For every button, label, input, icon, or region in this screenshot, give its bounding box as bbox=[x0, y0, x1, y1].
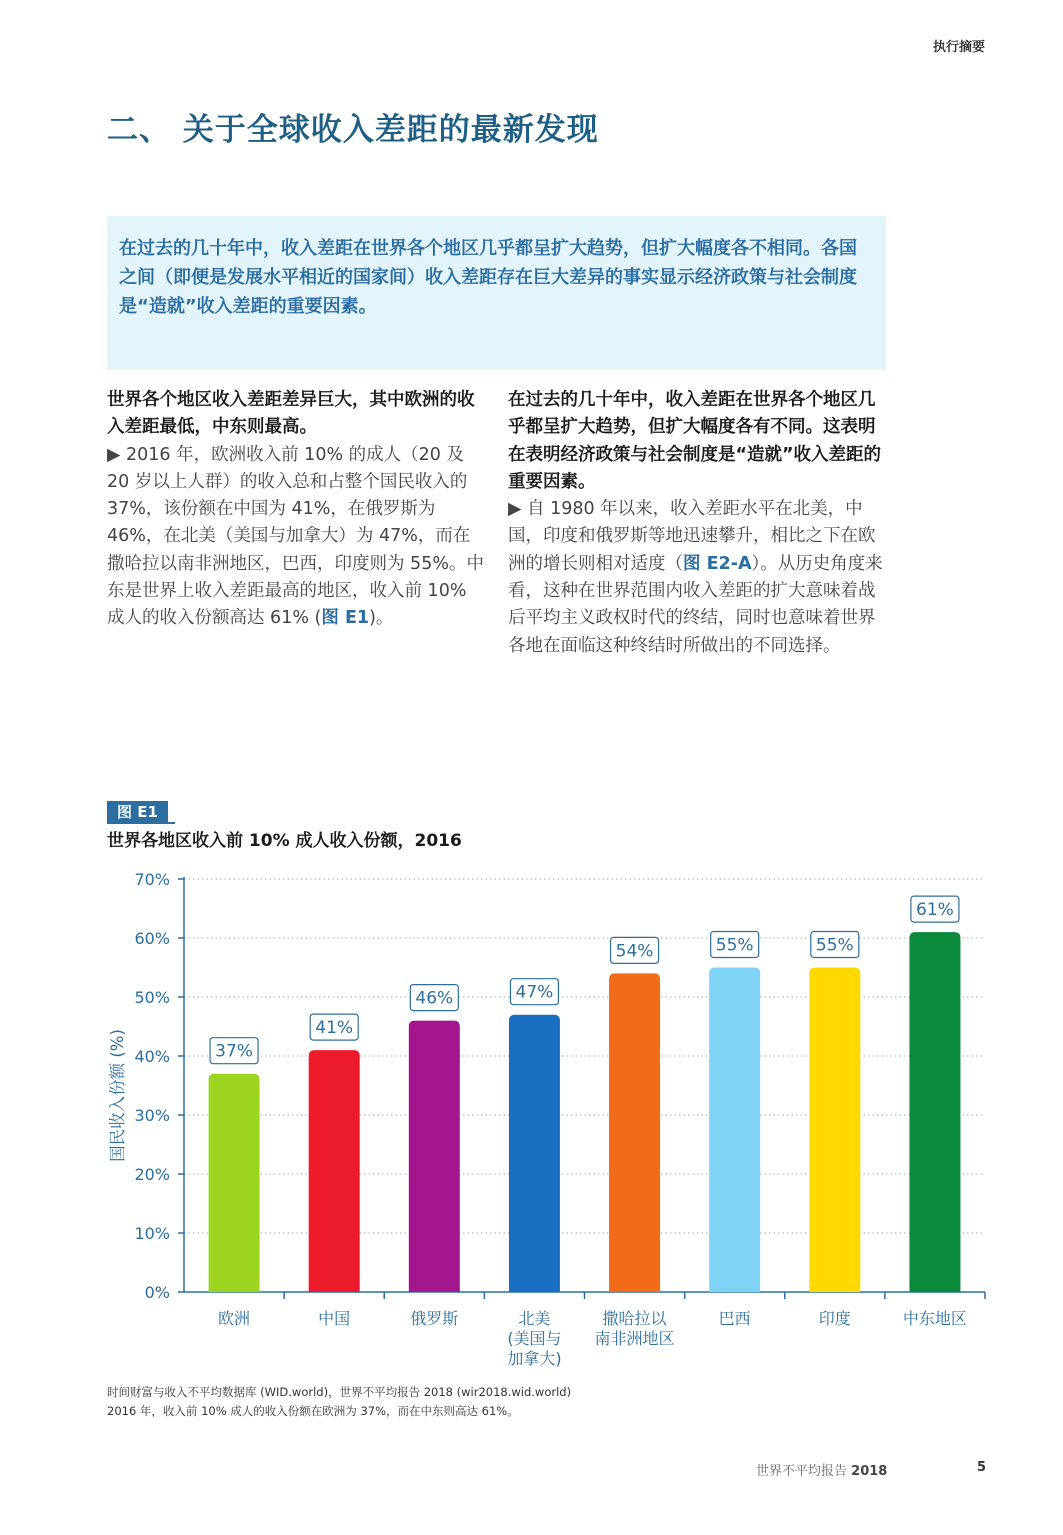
right-body-text-1: ▶ 自 1980 年以来，收入差距水平在北美，中国，印度和俄罗斯等地迅速攀升，相比之下在欧洲的增长则相对适度（ bbox=[508, 499, 876, 574]
value-label: 37% bbox=[215, 1041, 253, 1062]
bar bbox=[609, 973, 660, 1292]
bar bbox=[709, 968, 760, 1293]
bar bbox=[409, 1021, 460, 1292]
figure-title: 世界各地区收入前 10% 成人收入份额，2016 bbox=[107, 831, 462, 851]
value-label: 47% bbox=[515, 982, 554, 1003]
y-tick-label: 30% bbox=[134, 1106, 170, 1125]
figure-e2a-ref[interactable]: 图 E2-A bbox=[683, 553, 752, 574]
figure-e1-ref[interactable]: 图 E1 bbox=[321, 608, 370, 629]
left-body-end: )。 bbox=[369, 608, 394, 629]
summary-text: 在过去的几十年中，收入差距在世界各个地区几乎都呈扩大趋势，但扩大幅度各不相同。各国之间（即便是发展水平相近的国家间）收入差距存在巨大差异的事实显示经济政策与社会制度是“造就”收入差距的重要因素。 bbox=[119, 238, 857, 317]
value-label: 61% bbox=[916, 900, 954, 921]
y-tick-label: 40% bbox=[134, 1047, 170, 1066]
x-tick-label: 撒哈拉以 bbox=[602, 1309, 667, 1328]
bar bbox=[309, 1050, 360, 1292]
page-number: 5 bbox=[977, 1460, 987, 1475]
section-title: 二、 关于全球收入差距的最新发现 bbox=[107, 112, 599, 148]
bar bbox=[809, 968, 860, 1293]
x-tick-label: 俄罗斯 bbox=[410, 1309, 459, 1328]
x-tick-label: 加拿大) bbox=[507, 1349, 562, 1368]
y-tick-label: 70% bbox=[134, 870, 170, 889]
y-tick-label: 20% bbox=[134, 1165, 170, 1184]
x-tick-label: 欧洲 bbox=[218, 1309, 251, 1328]
bar bbox=[909, 932, 960, 1292]
footer-report-title bbox=[756, 1460, 887, 1479]
source-line-1: 时间财富与收入不平均数据库 (WID.world)，世界不平均报告 2018 (wir2018.wid.world) bbox=[107, 1385, 572, 1399]
x-tick-label: (美国与 bbox=[507, 1329, 562, 1348]
bar bbox=[209, 1074, 260, 1292]
x-tick-label: 南非洲地区 bbox=[594, 1329, 675, 1348]
value-label: 55% bbox=[815, 935, 854, 956]
left-body-text: ▶ 2016 年，欧洲收入前 10% 的成人（20 及 20 岁以上人群）的收入总和占整个国民收入的 37%，该份额在中国为 41%，在俄罗斯为 46%，在北美（美国与加拿大）为 47%，而在撒哈拉以南非洲地区，巴西，印度则为 55%。中东是世界上收入差距最高的地区，收入前 10% 成人的收入份额高达 61% ( bbox=[107, 444, 484, 629]
x-tick-label: 北美 bbox=[518, 1309, 551, 1328]
x-tick-label: 中东地区 bbox=[902, 1309, 967, 1328]
right-lead: 在过去的几十年中，收入差距在世界各个地区几乎都呈扩大趋势，但扩大幅度各有不同。这表明在表明经济政策与社会制度是“造就”收入差距的重要因素。 bbox=[508, 390, 882, 492]
x-tick-label: 中国 bbox=[318, 1309, 351, 1328]
y-axis-label: 国民收入份额 (%) bbox=[108, 1029, 127, 1162]
value-label: 41% bbox=[315, 1018, 354, 1039]
value-label: 55% bbox=[715, 935, 754, 956]
figure-tag: 图 E1 bbox=[107, 801, 168, 823]
left-lead: 世界各个地区收入差距差异巨大，其中欧洲的收入差距最低，中东则最高。 bbox=[107, 390, 475, 438]
source-line-2: 2016 年，收入前 10% 成人的收入份额在欧洲为 37%，而在中东则高达 61%。 bbox=[107, 1404, 519, 1418]
right-body-text-2: ）。从历史角度来看，这种在世界范围内收入差距的扩大意味着战后平均主义政权时代的终结，同时也意味着世界各地在面临这种终结时所做出的不同选择。 bbox=[508, 553, 883, 656]
source-note bbox=[107, 1383, 571, 1421]
y-tick-label: 50% bbox=[134, 988, 170, 1007]
y-tick-label: 0% bbox=[144, 1283, 170, 1302]
running-header: 执行摘要 bbox=[932, 40, 985, 55]
value-label: 54% bbox=[615, 941, 654, 962]
y-tick-label: 60% bbox=[134, 929, 170, 948]
y-tick-label: 10% bbox=[134, 1224, 170, 1243]
x-tick-label: 巴西 bbox=[718, 1309, 751, 1328]
value-label: 46% bbox=[415, 988, 454, 1009]
x-tick-label: 印度 bbox=[818, 1309, 851, 1328]
bar bbox=[509, 1015, 560, 1292]
footer-report-year: 2018 bbox=[851, 1464, 888, 1479]
footer-report-name: 世界不平均报告 bbox=[756, 1464, 848, 1479]
